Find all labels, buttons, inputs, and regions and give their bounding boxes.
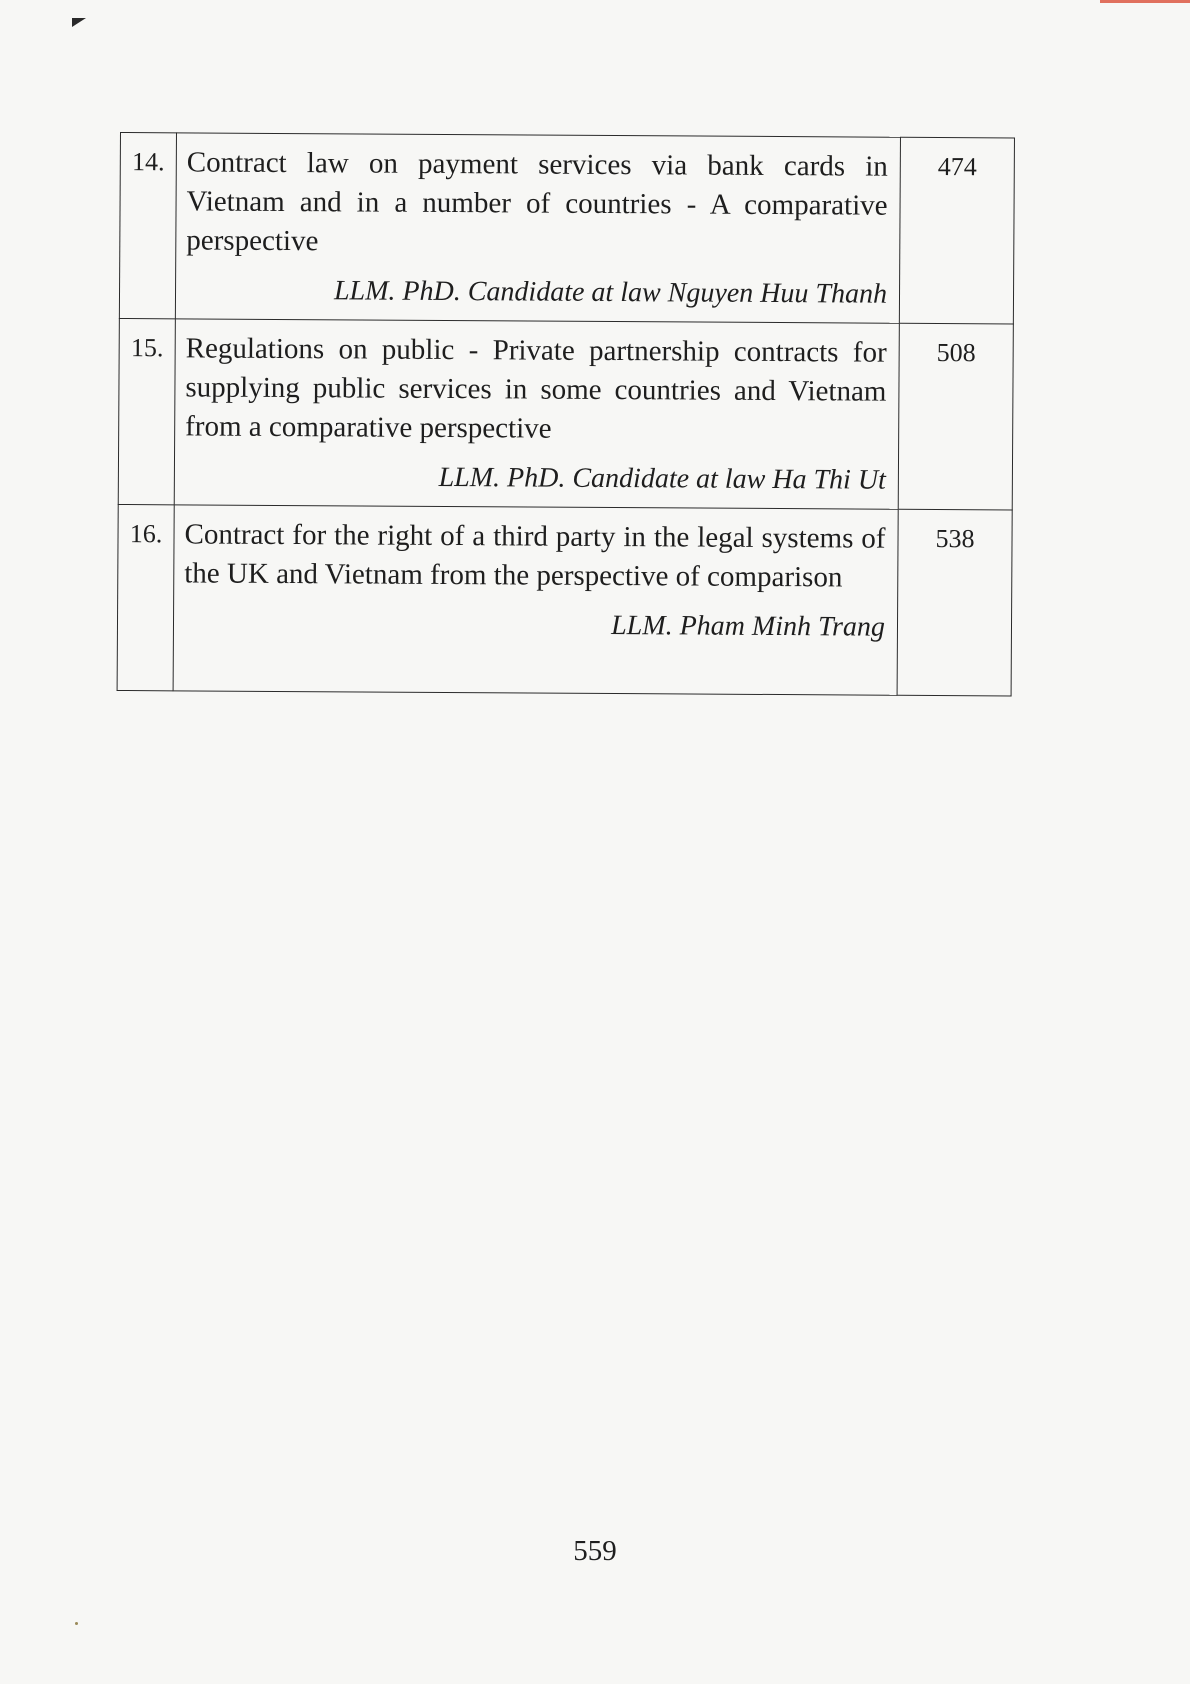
table-row <box>117 504 1012 695</box>
table-row <box>119 133 1014 324</box>
corner-scan-mark <box>72 18 86 27</box>
entry-number: 14. <box>119 133 176 319</box>
entry-title: Contract law on payment services via bank cards in Vietnam and in a number of countries - A comparative perspective <box>186 146 888 258</box>
entry-title: Regulations on public - Private partnership contracts for supplying public services in some countries and Vietnam from a comparative perspective <box>185 332 887 445</box>
table-of-contents <box>117 132 1015 696</box>
entry-title: Contract for the right of a third party in the legal systems of the UK and Vietnam from the perspective of comparison <box>184 518 886 594</box>
entry-page: 508 <box>898 323 1013 510</box>
scan-speck <box>75 1622 78 1625</box>
entry-page: 474 <box>899 137 1014 324</box>
entry-cell <box>175 133 900 323</box>
entry-cell <box>174 319 899 509</box>
table-row <box>118 318 1013 509</box>
top-edge-mark <box>1100 0 1190 3</box>
entry-number: 15. <box>118 318 175 504</box>
entry-author: LLM. Pham Minh Trang <box>611 610 886 643</box>
entry-page: 538 <box>897 509 1012 696</box>
entry-author: LLM. PhD. Candidate at law Nguyen Huu Thanh <box>333 275 888 310</box>
entry-cell <box>173 505 898 695</box>
page-number: 559 <box>573 1535 617 1567</box>
entry-number: 16. <box>117 504 174 690</box>
entry-author: LLM. PhD. Candidate at law Ha Thi Ut <box>438 461 886 496</box>
